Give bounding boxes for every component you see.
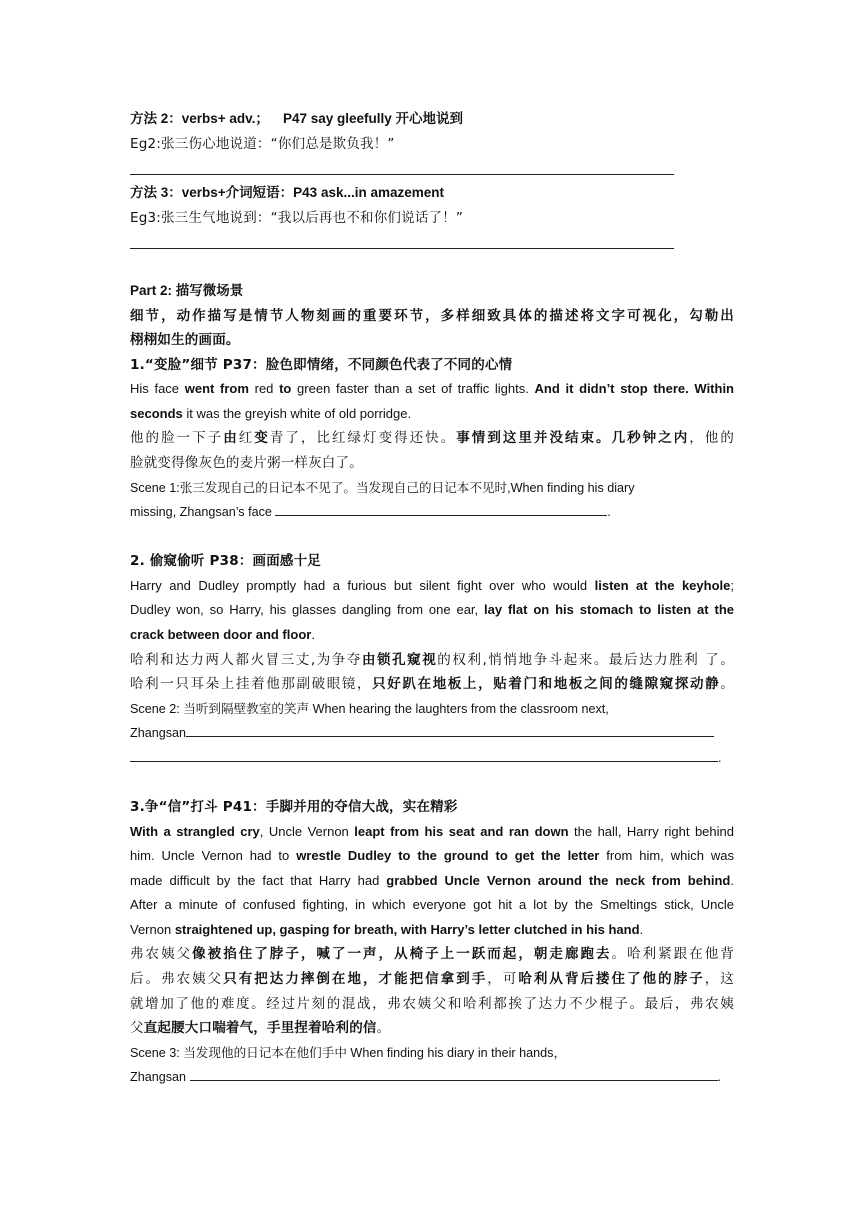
method-3-reference: P43 ask...in amazement <box>293 185 444 200</box>
answer-blank[interactable] <box>186 723 714 737</box>
bold-phrase: 直起腰大口喘着气，手里捏着哈利的信 <box>143 1020 377 1036</box>
bold-phrase: leapt from his seat and ran down <box>354 824 569 839</box>
text-run: . <box>311 627 315 642</box>
method-2-label: 方法 2：verbs+ adv.； <box>130 111 269 126</box>
section-3-chinese-line-1 <box>130 942 734 967</box>
scene-2-prompt-line-1: Scene 2: 当听到隔壁教室的笑声 When hearing the laughters from the classroom next, <box>130 702 609 716</box>
part2-intro-line-1: 细节，动作描写是情节人物刻画的重要环节，多样细致具体的描述将文字可视化，勾勒出 <box>130 308 734 324</box>
section-3-english-line-4: After a minute of confused fighting, in which everyone got hit a lot by the Smeltings stick, Uncle <box>130 897 734 912</box>
text-run: him. Uncle Vernon had to <box>130 848 297 863</box>
part2-title: Part 2: 描写微场景 <box>130 283 244 298</box>
text-run: red <box>248 381 280 396</box>
text-run: 青了，比红绿灯变得还快。 <box>269 430 457 446</box>
text-run: Zhangsan <box>130 726 187 740</box>
text-run: Vernon <box>130 922 175 937</box>
text-run: 弗农姨父 <box>130 946 193 962</box>
bold-phrase: 由锁孔窥视 <box>361 652 438 668</box>
section-3-heading: 3.争“信”打斗 P41：手脚并用的夺信大战，实在精彩 <box>130 799 458 815</box>
method-2-heading <box>130 107 734 132</box>
text-run: . <box>718 751 722 765</box>
section-3-chinese-line-4 <box>130 1016 734 1041</box>
scene-1-prompt-line-2 <box>130 500 734 525</box>
text-run: 。 <box>376 1020 391 1036</box>
section-3-chinese-line-3: 就增加了他的难度。经过片刻的混战，弗农姨父和哈利都挨了达力不少棍子。最后，弗农姨 <box>130 996 734 1012</box>
bold-phrase: listen at the keyhole <box>594 578 731 593</box>
text-run: green faster than a set of traffic lights. <box>291 381 535 396</box>
text-run: ，这 <box>704 971 734 987</box>
text-run: 父 <box>130 1020 144 1036</box>
text-run: His face <box>130 381 185 396</box>
section-3-english-line-1 <box>130 820 734 845</box>
answer-blank[interactable] <box>130 748 718 762</box>
bold-phrase: 只好趴在地板上，贴着门和地板之间的缝隙窥探动静 <box>372 676 721 692</box>
text-run: . <box>730 873 734 888</box>
text-run: 的权利,悄悄地争斗起来。最后达力胜利 了。 <box>437 652 734 668</box>
section-3-english-line-3 <box>130 869 734 894</box>
answer-blank-line <box>130 174 674 175</box>
bold-phrase: crack between door and floor <box>130 627 312 642</box>
section-3-english-line-5 <box>130 918 734 943</box>
section-1-heading: 1.“变脸”细节 P37：脸色即情绪，不同颜色代表了不同的心情 <box>130 357 513 373</box>
scene-1-prompt-line-1: Scene 1:张三发现自己的日记本不见了。当发现自己的日记本不见时,When finding his diary <box>130 481 635 495</box>
scene-2-prompt-line-3 <box>130 746 734 771</box>
text-run: from him, which was <box>599 848 734 863</box>
bold-phrase: straightened up, gasping for breath, with Harry’s letter clutched in his hand <box>174 922 640 937</box>
answer-blank[interactable] <box>190 1067 718 1081</box>
text-run: it was the greyish white of old porridge. <box>182 406 412 421</box>
section-3-english-line-2 <box>130 844 734 869</box>
text-run: Harry and Dudley promptly had a furious but silent fight over who would <box>130 578 595 593</box>
part2-intro-line-2: 栩栩如生的画面。 <box>130 332 240 348</box>
scene-2-prompt-line-2 <box>130 721 734 746</box>
section-2-english-line-2 <box>130 598 734 623</box>
text-run: ，他的 <box>689 430 734 446</box>
text-run: ; <box>730 578 734 593</box>
bold-phrase: 只有把达力摔倒在地，才能把信拿到手 <box>223 971 488 987</box>
section-2-chinese-line-2 <box>130 672 734 697</box>
bold-phrase: 变 <box>254 430 270 446</box>
section-1-english-line-2 <box>130 402 734 427</box>
text-run: 他的脸一下子 <box>130 430 224 446</box>
section-2-english-line-3 <box>130 623 734 648</box>
scene-3-prompt-line-1: Scene 3: 当发现他的日记本在他们手中 When finding his diary in their hands， <box>130 1046 567 1060</box>
answer-blank[interactable] <box>275 502 607 516</box>
bold-phrase: 事情到这里并没结束。几秒钟之内 <box>456 430 690 446</box>
bold-phrase: With a strangled cry <box>130 824 260 839</box>
text-run: 哈利和达力两人都火冒三丈,为争夺 <box>130 652 362 668</box>
bold-phrase: 像被掐住了脖子，喊了一声，从椅子上一跃而起，朝走廊跑去 <box>192 946 612 962</box>
text-run: . <box>639 922 644 937</box>
text-run: . <box>607 505 611 519</box>
section-3-chinese-line-2 <box>130 967 734 992</box>
bold-phrase: grabbed Uncle Vernon around the neck from behind <box>386 873 731 888</box>
text-run: the hall, Harry right behind <box>568 824 734 839</box>
text-run: missing, Zhangsan’s face <box>130 505 276 519</box>
section-1-english-line-1 <box>130 377 734 402</box>
text-run: . <box>717 1070 722 1084</box>
bold-phrase: to <box>279 381 292 396</box>
bold-phrase: And it didn’t stop there. Within <box>534 381 734 396</box>
bold-phrase: seconds <box>130 406 183 421</box>
text-run: 。 <box>720 676 734 692</box>
bold-phrase: 哈利从背后搂住了他的脖子 <box>518 971 705 987</box>
text-run: 。哈利紧跟在他背 <box>611 946 734 962</box>
method-2-example: Eg2:张三伤心地说道：“你们总是欺负我！” <box>130 136 395 152</box>
answer-blank-line <box>130 248 674 249</box>
text-run: made difficult by the fact that Harry had <box>130 873 387 888</box>
text-run: Dudley won, so Harry, his glasses dangling from one ear, <box>130 602 485 617</box>
text-run: 红 <box>238 430 255 446</box>
bold-phrase: went from <box>184 381 249 396</box>
section-2-chinese-line-1 <box>130 648 734 673</box>
section-1-chinese-line-2: 脸就变得像灰色的麦片粥一样灰白了。 <box>130 455 363 471</box>
text-run: , Uncle Vernon <box>259 824 355 839</box>
section-2-english-line-1 <box>130 574 734 599</box>
method-2-reference: P47 say gleefully 开心地说到 <box>282 111 463 126</box>
text-run: ，可 <box>487 971 519 987</box>
method-3-label: 方法 3：verbs+介词短语： <box>130 185 294 200</box>
section-1-chinese-line-1 <box>130 426 734 451</box>
bold-phrase: lay flat on his stomach to listen at the <box>484 602 734 617</box>
scene-3-prompt-line-2 <box>130 1065 734 1090</box>
text-run: 后。弗农姨父 <box>130 971 224 987</box>
bold-phrase: wrestle Dudley to the ground to get the letter <box>296 848 600 863</box>
method-3-example: Eg3:张三生气地说到：“我以后再也不和你们说话了！” <box>130 210 464 226</box>
method-3-heading <box>130 181 734 206</box>
bold-phrase: 由 <box>223 430 239 446</box>
section-2-heading: 2. 偷窥偷听 P38：画面感十足 <box>130 553 322 569</box>
text-run: Zhangsan <box>130 1070 190 1084</box>
text-run: 哈利一只耳朵上挂着他那副破眼镜， <box>130 676 373 692</box>
